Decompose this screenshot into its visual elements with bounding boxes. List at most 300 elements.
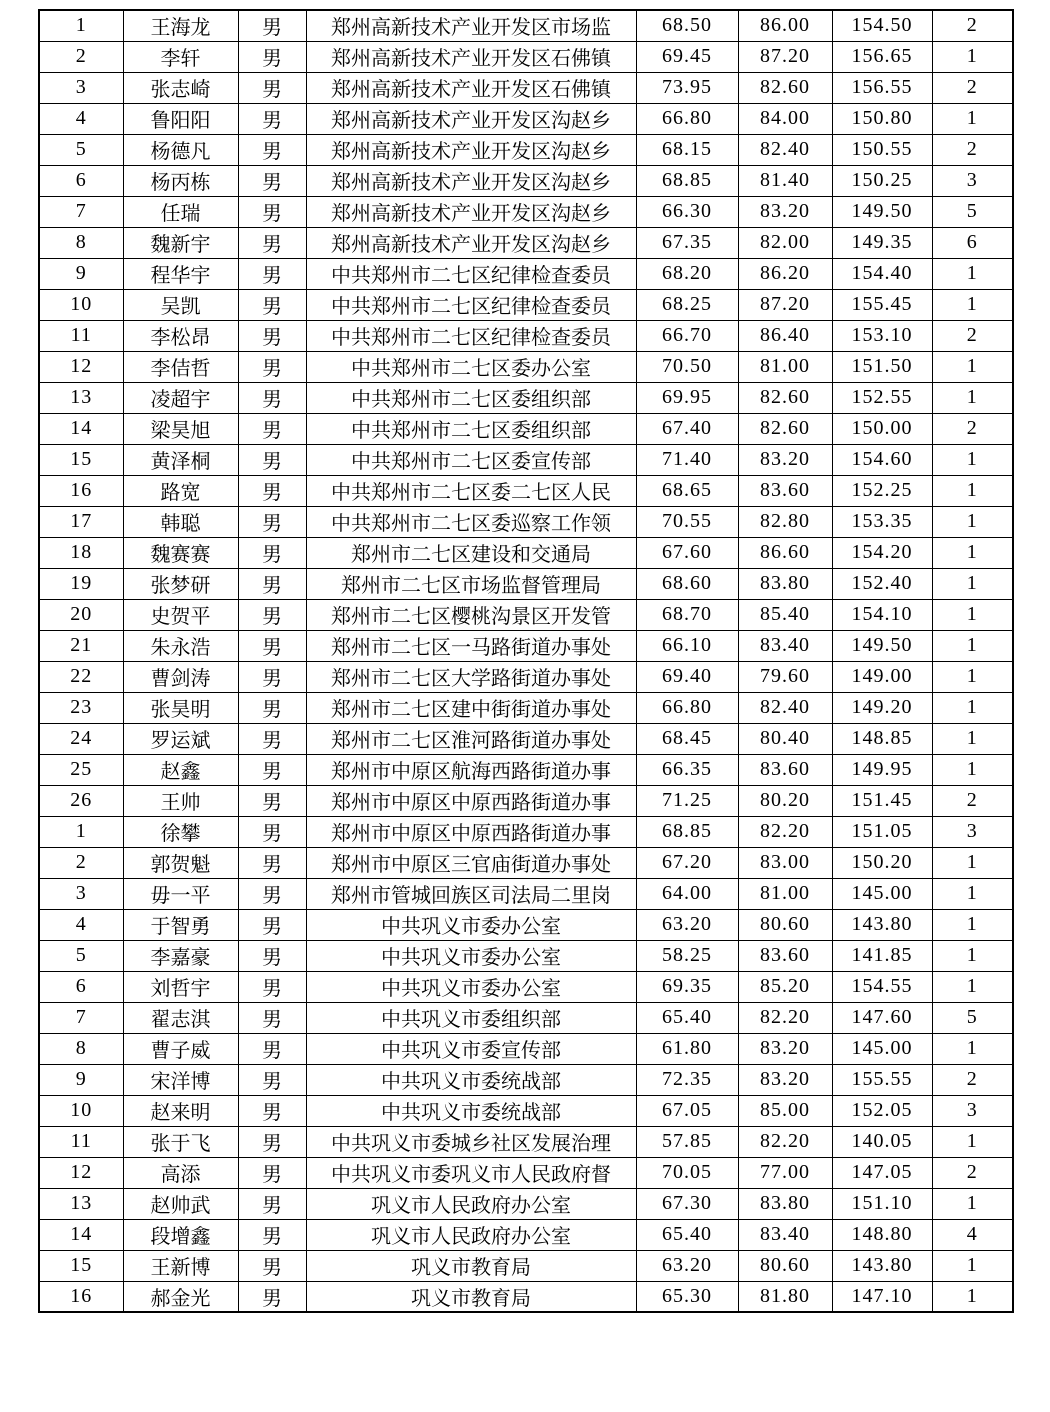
cell-org: 中共巩义市委办公室 — [306, 971, 636, 1002]
cell-score1: 72.35 — [636, 1064, 738, 1095]
cell-org: 郑州高新技术产业开发区沟赵乡 — [306, 103, 636, 134]
cell-rank: 4 — [932, 1219, 1013, 1250]
cell-score2: 85.00 — [738, 1095, 832, 1126]
table-row — [39, 72, 1013, 103]
cell-gender: 男 — [238, 289, 306, 320]
cell-org: 中共郑州市二七区委二七区人民 — [306, 475, 636, 506]
cell-score2: 82.20 — [738, 816, 832, 847]
cell-total: 154.20 — [832, 537, 932, 568]
cell-name: 于智勇 — [123, 909, 238, 940]
cell-no: 6 — [39, 165, 123, 196]
cell-score2: 83.20 — [738, 1064, 832, 1095]
cell-gender: 男 — [238, 1250, 306, 1281]
cell-gender: 男 — [238, 165, 306, 196]
cell-total: 149.50 — [832, 196, 932, 227]
cell-total: 148.80 — [832, 1219, 932, 1250]
cell-org: 中共郑州市二七区委组织部 — [306, 413, 636, 444]
cell-score2: 80.60 — [738, 1250, 832, 1281]
table-row — [39, 1126, 1013, 1157]
cell-score1: 67.30 — [636, 1188, 738, 1219]
cell-gender: 男 — [238, 506, 306, 537]
cell-org: 中共巩义市委宣传部 — [306, 1033, 636, 1064]
cell-no: 18 — [39, 537, 123, 568]
cell-total: 149.35 — [832, 227, 932, 258]
cell-score2: 83.20 — [738, 1033, 832, 1064]
cell-gender: 男 — [238, 134, 306, 165]
cell-total: 155.55 — [832, 1064, 932, 1095]
cell-score2: 83.60 — [738, 754, 832, 785]
table-row — [39, 444, 1013, 475]
table-row — [39, 537, 1013, 568]
score-table — [38, 9, 1014, 1313]
cell-org: 中共巩义市委统战部 — [306, 1064, 636, 1095]
cell-no: 24 — [39, 723, 123, 754]
cell-no: 17 — [39, 506, 123, 537]
cell-no: 12 — [39, 351, 123, 382]
cell-total: 147.05 — [832, 1157, 932, 1188]
cell-org: 中共郑州市二七区纪律检查委员 — [306, 289, 636, 320]
cell-name: 李嘉豪 — [123, 940, 238, 971]
cell-score1: 65.30 — [636, 1281, 738, 1312]
cell-score1: 67.20 — [636, 847, 738, 878]
cell-score2: 83.20 — [738, 444, 832, 475]
cell-no: 15 — [39, 444, 123, 475]
cell-score1: 68.65 — [636, 475, 738, 506]
cell-total: 143.80 — [832, 1250, 932, 1281]
cell-no: 21 — [39, 630, 123, 661]
cell-total: 148.85 — [832, 723, 932, 754]
cell-name: 魏赛赛 — [123, 537, 238, 568]
cell-org: 郑州高新技术产业开发区石佛镇 — [306, 41, 636, 72]
cell-score1: 69.35 — [636, 971, 738, 1002]
cell-total: 151.05 — [832, 816, 932, 847]
cell-rank: 2 — [932, 10, 1013, 41]
cell-rank: 1 — [932, 847, 1013, 878]
cell-rank: 2 — [932, 72, 1013, 103]
cell-gender: 男 — [238, 568, 306, 599]
cell-gender: 男 — [238, 1157, 306, 1188]
cell-no: 10 — [39, 1095, 123, 1126]
cell-total: 151.50 — [832, 351, 932, 382]
cell-gender: 男 — [238, 258, 306, 289]
cell-score1: 69.45 — [636, 41, 738, 72]
cell-no: 26 — [39, 785, 123, 816]
cell-gender: 男 — [238, 475, 306, 506]
table-row — [39, 1281, 1013, 1312]
table-row — [39, 661, 1013, 692]
cell-total: 153.35 — [832, 506, 932, 537]
cell-no: 1 — [39, 10, 123, 41]
cell-org: 郑州高新技术产业开发区石佛镇 — [306, 72, 636, 103]
cell-org: 郑州市二七区一马路街道办事处 — [306, 630, 636, 661]
cell-gender: 男 — [238, 10, 306, 41]
cell-total: 145.00 — [832, 878, 932, 909]
cell-total: 143.80 — [832, 909, 932, 940]
cell-score2: 82.80 — [738, 506, 832, 537]
cell-score1: 57.85 — [636, 1126, 738, 1157]
cell-score2: 86.00 — [738, 10, 832, 41]
cell-gender: 男 — [238, 1188, 306, 1219]
cell-name: 赵来明 — [123, 1095, 238, 1126]
cell-no: 11 — [39, 320, 123, 351]
cell-gender: 男 — [238, 754, 306, 785]
table-row — [39, 506, 1013, 537]
cell-gender: 男 — [238, 1095, 306, 1126]
cell-org: 郑州市中原区中原西路街道办事 — [306, 816, 636, 847]
table-row — [39, 475, 1013, 506]
cell-score2: 87.20 — [738, 41, 832, 72]
cell-gender: 男 — [238, 351, 306, 382]
cell-name: 朱永浩 — [123, 630, 238, 661]
cell-total: 149.95 — [832, 754, 932, 785]
cell-name: 翟志淇 — [123, 1002, 238, 1033]
cell-rank: 1 — [932, 103, 1013, 134]
cell-gender: 男 — [238, 1064, 306, 1095]
cell-no: 16 — [39, 475, 123, 506]
cell-rank: 1 — [932, 1281, 1013, 1312]
table-row — [39, 630, 1013, 661]
cell-score1: 65.40 — [636, 1002, 738, 1033]
cell-rank: 2 — [932, 1157, 1013, 1188]
cell-rank: 1 — [932, 258, 1013, 289]
cell-total: 152.55 — [832, 382, 932, 413]
cell-no: 12 — [39, 1157, 123, 1188]
cell-gender: 男 — [238, 413, 306, 444]
cell-no: 9 — [39, 258, 123, 289]
cell-gender: 男 — [238, 1281, 306, 1312]
cell-rank: 2 — [932, 413, 1013, 444]
cell-name: 梁昊旭 — [123, 413, 238, 444]
cell-total: 141.85 — [832, 940, 932, 971]
cell-rank: 1 — [932, 599, 1013, 630]
cell-org: 郑州市二七区大学路街道办事处 — [306, 661, 636, 692]
cell-score2: 81.40 — [738, 165, 832, 196]
cell-no: 8 — [39, 227, 123, 258]
cell-score1: 71.40 — [636, 444, 738, 475]
cell-org: 中共郑州市二七区纪律检查委员 — [306, 320, 636, 351]
cell-score2: 82.20 — [738, 1002, 832, 1033]
cell-score2: 79.60 — [738, 661, 832, 692]
cell-score2: 82.60 — [738, 382, 832, 413]
table-row — [39, 289, 1013, 320]
cell-org: 中共巩义市委统战部 — [306, 1095, 636, 1126]
cell-total: 150.20 — [832, 847, 932, 878]
cell-score1: 66.35 — [636, 754, 738, 785]
cell-total: 150.55 — [832, 134, 932, 165]
cell-total: 151.10 — [832, 1188, 932, 1219]
cell-rank: 1 — [932, 351, 1013, 382]
cell-no: 6 — [39, 971, 123, 1002]
cell-name: 张昊明 — [123, 692, 238, 723]
cell-name: 赵帅武 — [123, 1188, 238, 1219]
cell-org: 郑州市中原区三官庙街道办事处 — [306, 847, 636, 878]
cell-gender: 男 — [238, 227, 306, 258]
cell-gender: 男 — [238, 599, 306, 630]
cell-name: 鲁阳阳 — [123, 103, 238, 134]
cell-score1: 65.40 — [636, 1219, 738, 1250]
cell-rank: 1 — [932, 1033, 1013, 1064]
cell-rank: 3 — [932, 165, 1013, 196]
cell-gender: 男 — [238, 72, 306, 103]
cell-org: 巩义市人民政府办公室 — [306, 1219, 636, 1250]
cell-name: 杨德凡 — [123, 134, 238, 165]
cell-rank: 1 — [932, 909, 1013, 940]
cell-org: 中共巩义市委巩义市人民政府督 — [306, 1157, 636, 1188]
table-row — [39, 41, 1013, 72]
cell-org: 郑州市管城回族区司法局二里岗 — [306, 878, 636, 909]
cell-gender: 男 — [238, 940, 306, 971]
cell-score1: 73.95 — [636, 72, 738, 103]
cell-org: 中共巩义市委办公室 — [306, 909, 636, 940]
cell-org: 巩义市教育局 — [306, 1281, 636, 1312]
cell-total: 151.45 — [832, 785, 932, 816]
cell-rank: 1 — [932, 940, 1013, 971]
cell-name: 宋洋博 — [123, 1064, 238, 1095]
table-row — [39, 134, 1013, 165]
cell-name: 张志崎 — [123, 72, 238, 103]
cell-score1: 68.25 — [636, 289, 738, 320]
cell-score2: 85.20 — [738, 971, 832, 1002]
cell-org: 中共巩义市委城乡社区发展治理 — [306, 1126, 636, 1157]
cell-no: 13 — [39, 1188, 123, 1219]
cell-total: 149.50 — [832, 630, 932, 661]
cell-rank: 2 — [932, 134, 1013, 165]
cell-score1: 70.50 — [636, 351, 738, 382]
table-row — [39, 320, 1013, 351]
cell-name: 王帅 — [123, 785, 238, 816]
cell-no: 5 — [39, 940, 123, 971]
cell-name: 罗运斌 — [123, 723, 238, 754]
cell-name: 郝金光 — [123, 1281, 238, 1312]
cell-no: 16 — [39, 1281, 123, 1312]
cell-score1: 67.35 — [636, 227, 738, 258]
cell-score2: 83.00 — [738, 847, 832, 878]
cell-no: 2 — [39, 847, 123, 878]
cell-rank: 1 — [932, 41, 1013, 72]
cell-rank: 2 — [932, 1064, 1013, 1095]
cell-name: 赵鑫 — [123, 754, 238, 785]
cell-gender: 男 — [238, 785, 306, 816]
cell-total: 152.40 — [832, 568, 932, 599]
cell-rank: 1 — [932, 971, 1013, 1002]
table-body — [39, 10, 1013, 1312]
cell-rank: 1 — [932, 754, 1013, 785]
cell-score1: 70.05 — [636, 1157, 738, 1188]
cell-gender: 男 — [238, 320, 306, 351]
cell-org: 郑州市二七区建中街街道办事处 — [306, 692, 636, 723]
cell-score2: 86.40 — [738, 320, 832, 351]
cell-score1: 63.20 — [636, 909, 738, 940]
cell-total: 154.10 — [832, 599, 932, 630]
table-row — [39, 568, 1013, 599]
cell-no: 20 — [39, 599, 123, 630]
table-row — [39, 754, 1013, 785]
cell-score2: 83.60 — [738, 940, 832, 971]
cell-name: 吴凯 — [123, 289, 238, 320]
cell-score2: 82.40 — [738, 692, 832, 723]
cell-gender: 男 — [238, 537, 306, 568]
cell-org: 郑州高新技术产业开发区市场监 — [306, 10, 636, 41]
cell-no: 14 — [39, 1219, 123, 1250]
cell-rank: 1 — [932, 1188, 1013, 1219]
cell-rank: 1 — [932, 630, 1013, 661]
cell-score2: 85.40 — [738, 599, 832, 630]
cell-rank: 1 — [932, 723, 1013, 754]
cell-org: 郑州高新技术产业开发区沟赵乡 — [306, 227, 636, 258]
cell-score1: 66.10 — [636, 630, 738, 661]
cell-total: 153.10 — [832, 320, 932, 351]
cell-rank: 1 — [932, 289, 1013, 320]
cell-org: 中共郑州市二七区委宣传部 — [306, 444, 636, 475]
cell-org: 中共郑州市二七区委办公室 — [306, 351, 636, 382]
cell-score1: 68.85 — [636, 165, 738, 196]
cell-gender: 男 — [238, 661, 306, 692]
cell-total: 154.40 — [832, 258, 932, 289]
cell-gender: 男 — [238, 692, 306, 723]
cell-score1: 68.15 — [636, 134, 738, 165]
cell-score1: 66.30 — [636, 196, 738, 227]
cell-name: 史贺平 — [123, 599, 238, 630]
cell-no: 4 — [39, 909, 123, 940]
cell-gender: 男 — [238, 971, 306, 1002]
cell-rank: 5 — [932, 196, 1013, 227]
cell-total: 154.50 — [832, 10, 932, 41]
cell-score2: 82.60 — [738, 413, 832, 444]
cell-rank: 2 — [932, 320, 1013, 351]
cell-name: 韩聪 — [123, 506, 238, 537]
cell-score2: 82.40 — [738, 134, 832, 165]
cell-no: 4 — [39, 103, 123, 134]
table-row — [39, 103, 1013, 134]
cell-rank: 1 — [932, 692, 1013, 723]
cell-gender: 男 — [238, 196, 306, 227]
table-row — [39, 1157, 1013, 1188]
cell-no: 25 — [39, 754, 123, 785]
cell-name: 李轩 — [123, 41, 238, 72]
cell-name: 李佶哲 — [123, 351, 238, 382]
cell-name: 任瑞 — [123, 196, 238, 227]
cell-score2: 86.20 — [738, 258, 832, 289]
table-row — [39, 816, 1013, 847]
table-row — [39, 1250, 1013, 1281]
cell-rank: 1 — [932, 661, 1013, 692]
cell-org: 中共巩义市委组织部 — [306, 1002, 636, 1033]
cell-name: 高添 — [123, 1157, 238, 1188]
table-row — [39, 413, 1013, 444]
cell-total: 147.10 — [832, 1281, 932, 1312]
table-row — [39, 1064, 1013, 1095]
cell-gender: 男 — [238, 1126, 306, 1157]
cell-total: 152.25 — [832, 475, 932, 506]
cell-name: 路宽 — [123, 475, 238, 506]
cell-rank: 1 — [932, 878, 1013, 909]
cell-score1: 69.95 — [636, 382, 738, 413]
cell-org: 巩义市教育局 — [306, 1250, 636, 1281]
cell-score2: 81.00 — [738, 878, 832, 909]
table-row — [39, 971, 1013, 1002]
cell-rank: 2 — [932, 785, 1013, 816]
cell-no: 11 — [39, 1126, 123, 1157]
table-row — [39, 599, 1013, 630]
cell-name: 郭贺魁 — [123, 847, 238, 878]
table-row — [39, 227, 1013, 258]
cell-org: 巩义市人民政府办公室 — [306, 1188, 636, 1219]
cell-gender: 男 — [238, 630, 306, 661]
cell-no: 3 — [39, 72, 123, 103]
cell-name: 段增鑫 — [123, 1219, 238, 1250]
cell-no: 19 — [39, 568, 123, 599]
cell-score1: 69.40 — [636, 661, 738, 692]
cell-score1: 68.70 — [636, 599, 738, 630]
cell-name: 曹剑涛 — [123, 661, 238, 692]
cell-rank: 5 — [932, 1002, 1013, 1033]
cell-gender: 男 — [238, 41, 306, 72]
cell-score2: 81.00 — [738, 351, 832, 382]
cell-score1: 68.45 — [636, 723, 738, 754]
cell-score2: 77.00 — [738, 1157, 832, 1188]
cell-score2: 82.00 — [738, 227, 832, 258]
cell-gender: 男 — [238, 816, 306, 847]
cell-total: 152.05 — [832, 1095, 932, 1126]
cell-gender: 男 — [238, 878, 306, 909]
cell-score2: 83.20 — [738, 196, 832, 227]
table-row — [39, 1219, 1013, 1250]
cell-org: 郑州高新技术产业开发区沟赵乡 — [306, 196, 636, 227]
cell-total: 150.80 — [832, 103, 932, 134]
cell-org: 中共巩义市委办公室 — [306, 940, 636, 971]
cell-total: 155.45 — [832, 289, 932, 320]
cell-gender: 男 — [238, 723, 306, 754]
cell-score2: 84.00 — [738, 103, 832, 134]
cell-score2: 83.40 — [738, 1219, 832, 1250]
table-row — [39, 165, 1013, 196]
cell-name: 徐攀 — [123, 816, 238, 847]
cell-score1: 66.80 — [636, 692, 738, 723]
cell-score1: 71.25 — [636, 785, 738, 816]
cell-gender: 男 — [238, 1033, 306, 1064]
cell-no: 2 — [39, 41, 123, 72]
cell-rank: 1 — [932, 444, 1013, 475]
cell-no: 15 — [39, 1250, 123, 1281]
cell-score2: 83.80 — [738, 568, 832, 599]
cell-name: 魏新宇 — [123, 227, 238, 258]
cell-score2: 81.80 — [738, 1281, 832, 1312]
cell-org: 郑州市二七区建设和交通局 — [306, 537, 636, 568]
table-row — [39, 196, 1013, 227]
cell-score2: 87.20 — [738, 289, 832, 320]
cell-total: 150.25 — [832, 165, 932, 196]
cell-name: 王海龙 — [123, 10, 238, 41]
cell-rank: 1 — [932, 382, 1013, 413]
cell-org: 郑州市中原区航海西路街道办事 — [306, 754, 636, 785]
table-row — [39, 847, 1013, 878]
cell-no: 8 — [39, 1033, 123, 1064]
cell-score1: 68.20 — [636, 258, 738, 289]
cell-gender: 男 — [238, 444, 306, 475]
cell-no: 7 — [39, 1002, 123, 1033]
table-row — [39, 258, 1013, 289]
cell-org: 郑州市二七区樱桃沟景区开发管 — [306, 599, 636, 630]
cell-total: 154.55 — [832, 971, 932, 1002]
cell-gender: 男 — [238, 382, 306, 413]
cell-org: 郑州市二七区淮河路街道办事处 — [306, 723, 636, 754]
cell-name: 曹子威 — [123, 1033, 238, 1064]
cell-total: 140.05 — [832, 1126, 932, 1157]
cell-rank: 1 — [932, 1126, 1013, 1157]
cell-no: 3 — [39, 878, 123, 909]
cell-score1: 67.40 — [636, 413, 738, 444]
cell-rank: 3 — [932, 1095, 1013, 1126]
